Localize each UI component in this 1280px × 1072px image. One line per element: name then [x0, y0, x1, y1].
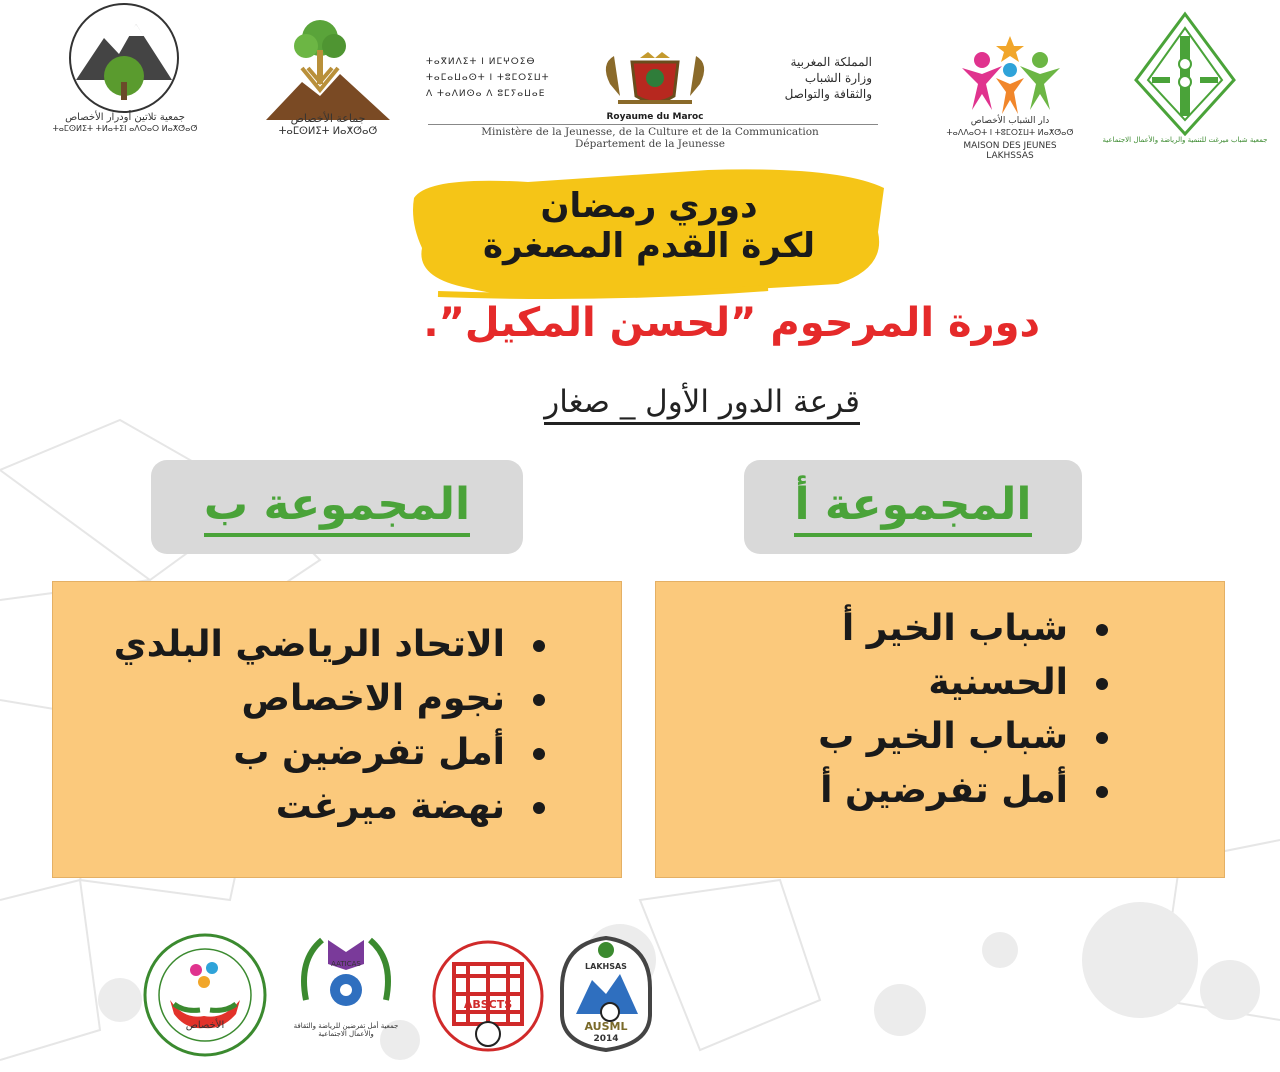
talatin-association-logo	[64, 2, 184, 114]
ausml-logo	[558, 934, 654, 1056]
group-b-label: المجموعة ب	[204, 477, 470, 537]
ministry-french	[420, 126, 880, 150]
youth-house-city-fr: LAKHSSAS	[986, 151, 1034, 161]
youth-house-logo	[952, 34, 1070, 116]
group-b-header	[151, 460, 523, 554]
ministry-ar-line: والثقافة والتواصل	[784, 87, 872, 101]
tournament-title	[408, 186, 890, 266]
mirght-association-logo	[1130, 10, 1240, 136]
ministry-header	[420, 50, 880, 150]
ausml-city: LAKHSAS	[585, 962, 627, 971]
group-a-box	[655, 581, 1225, 878]
team-item: شباب الخير ب	[818, 710, 1112, 764]
absm-abbr: ABSCTS	[463, 998, 513, 1011]
ministry-tifinagh	[426, 54, 586, 102]
ministry-name-fr: Ministère de la Jeunesse, de la Culture et de la Communication	[481, 126, 819, 138]
lakhsas-hands-name-ar: الأخصاص	[185, 1020, 225, 1031]
commune-logo	[262, 16, 394, 120]
ausml-year: 2014	[593, 1034, 619, 1044]
team-item: أمل تفرضين أ	[818, 764, 1112, 818]
team-item: أمل تفرضين ب	[114, 726, 549, 780]
team-item: الاتحاد الرياضي البلدي	[114, 618, 549, 672]
ausml-abbr: AUSML	[584, 1020, 628, 1033]
ministry-ar-line: المملكة المغربية	[790, 55, 872, 69]
ministry-tif-line: ⵜⴰⴳⵍⴷⵉⵜ ⵏ ⵍⵎⵖⵔⵉⴱ	[426, 57, 536, 67]
aaticas-abbr: AATICAS	[331, 960, 361, 968]
group-b-team-list	[114, 618, 549, 834]
talatin-association-name-tifinagh: ⵜⴰⵎⵙⵍⵉⵜ ⵜⵍⴰⵜⵉⵏ ⴰⴷⵔⴰⵔ ⵍⴰⵅⵚⴰⵚ	[52, 124, 198, 133]
team-item: نهضة ميرغت	[114, 780, 549, 834]
youth-house-name-ar: دار الشباب الأخصاص	[970, 116, 1050, 126]
tournament-subtitle: دورة المرحوم ”لحسن المكيل”.	[423, 300, 1040, 346]
group-b-box	[52, 581, 622, 878]
title-line-1: دوري رمضان	[540, 186, 758, 226]
lakhsas-hands-logo	[140, 930, 270, 1064]
talatin-association-name-ar: جمعية تلاتين أودرار الأخصاص	[65, 112, 185, 123]
youth-house-name-tifinagh: ⵜⴰⴷⴷⴰⵔⵜ ⵏ ⵜⵓⵎⵔⵉⵡⵜ ⵍⴰⵅⵚⴰⵚ	[946, 128, 1074, 137]
absm-logo	[432, 934, 544, 1068]
commune-name-tifinagh: ⵜⴰⵎⵙⵍⵉⵜ ⵍⴰⵅⵚⴰⵚ	[278, 126, 378, 137]
draw-round-label	[380, 384, 860, 420]
tournament-title-banner	[408, 158, 890, 304]
draw-round-text: قرعة الدور الأول _ صغار	[544, 384, 860, 425]
ministry-tif-line: ⴷ ⵜⴰⴷⵍⵙⴰ ⴷ ⵓⵎⵢⴰⵡⴰⴹ	[426, 89, 546, 99]
mirght-association-name-ar: جمعية شباب ميرغت للتنمية والرياضة والأعمال الاجتماعية	[1102, 136, 1268, 144]
ministry-tif-line: ⵜⴰⵎⴰⵡⴰⵙⵜ ⵏ ⵜⵓⵎⵔⵉⵡⵜ	[426, 73, 550, 83]
ministry-ar-line: وزارة الشباب	[804, 71, 872, 85]
ministry-arabic	[712, 54, 872, 102]
team-item: شباب الخير أ	[818, 602, 1112, 656]
aaticas-name-ar: جمعية أمل تفرضين للرياضة والثقافة والأعمال الاجتماعية	[293, 1022, 399, 1038]
kingdom-label: Royaume du Maroc	[606, 112, 704, 122]
group-a-label: المجموعة أ	[794, 477, 1031, 537]
royal-coat-of-arms-icon	[590, 50, 720, 110]
aaticas-logo	[292, 930, 400, 1038]
title-line-2: لكرة القدم المصغرة	[482, 226, 815, 266]
group-a-header	[744, 460, 1082, 554]
ministry-divider	[428, 124, 878, 125]
commune-name-ar: جماعة الأخصاص	[290, 112, 366, 125]
group-a-team-list	[818, 602, 1112, 818]
department-name-fr: Département de la Jeunesse	[575, 138, 725, 150]
team-item: نجوم الاخصاص	[114, 672, 549, 726]
youth-house-name-fr: MAISON DES JEUNES	[963, 141, 1057, 151]
team-item: الحسنية	[818, 656, 1112, 710]
